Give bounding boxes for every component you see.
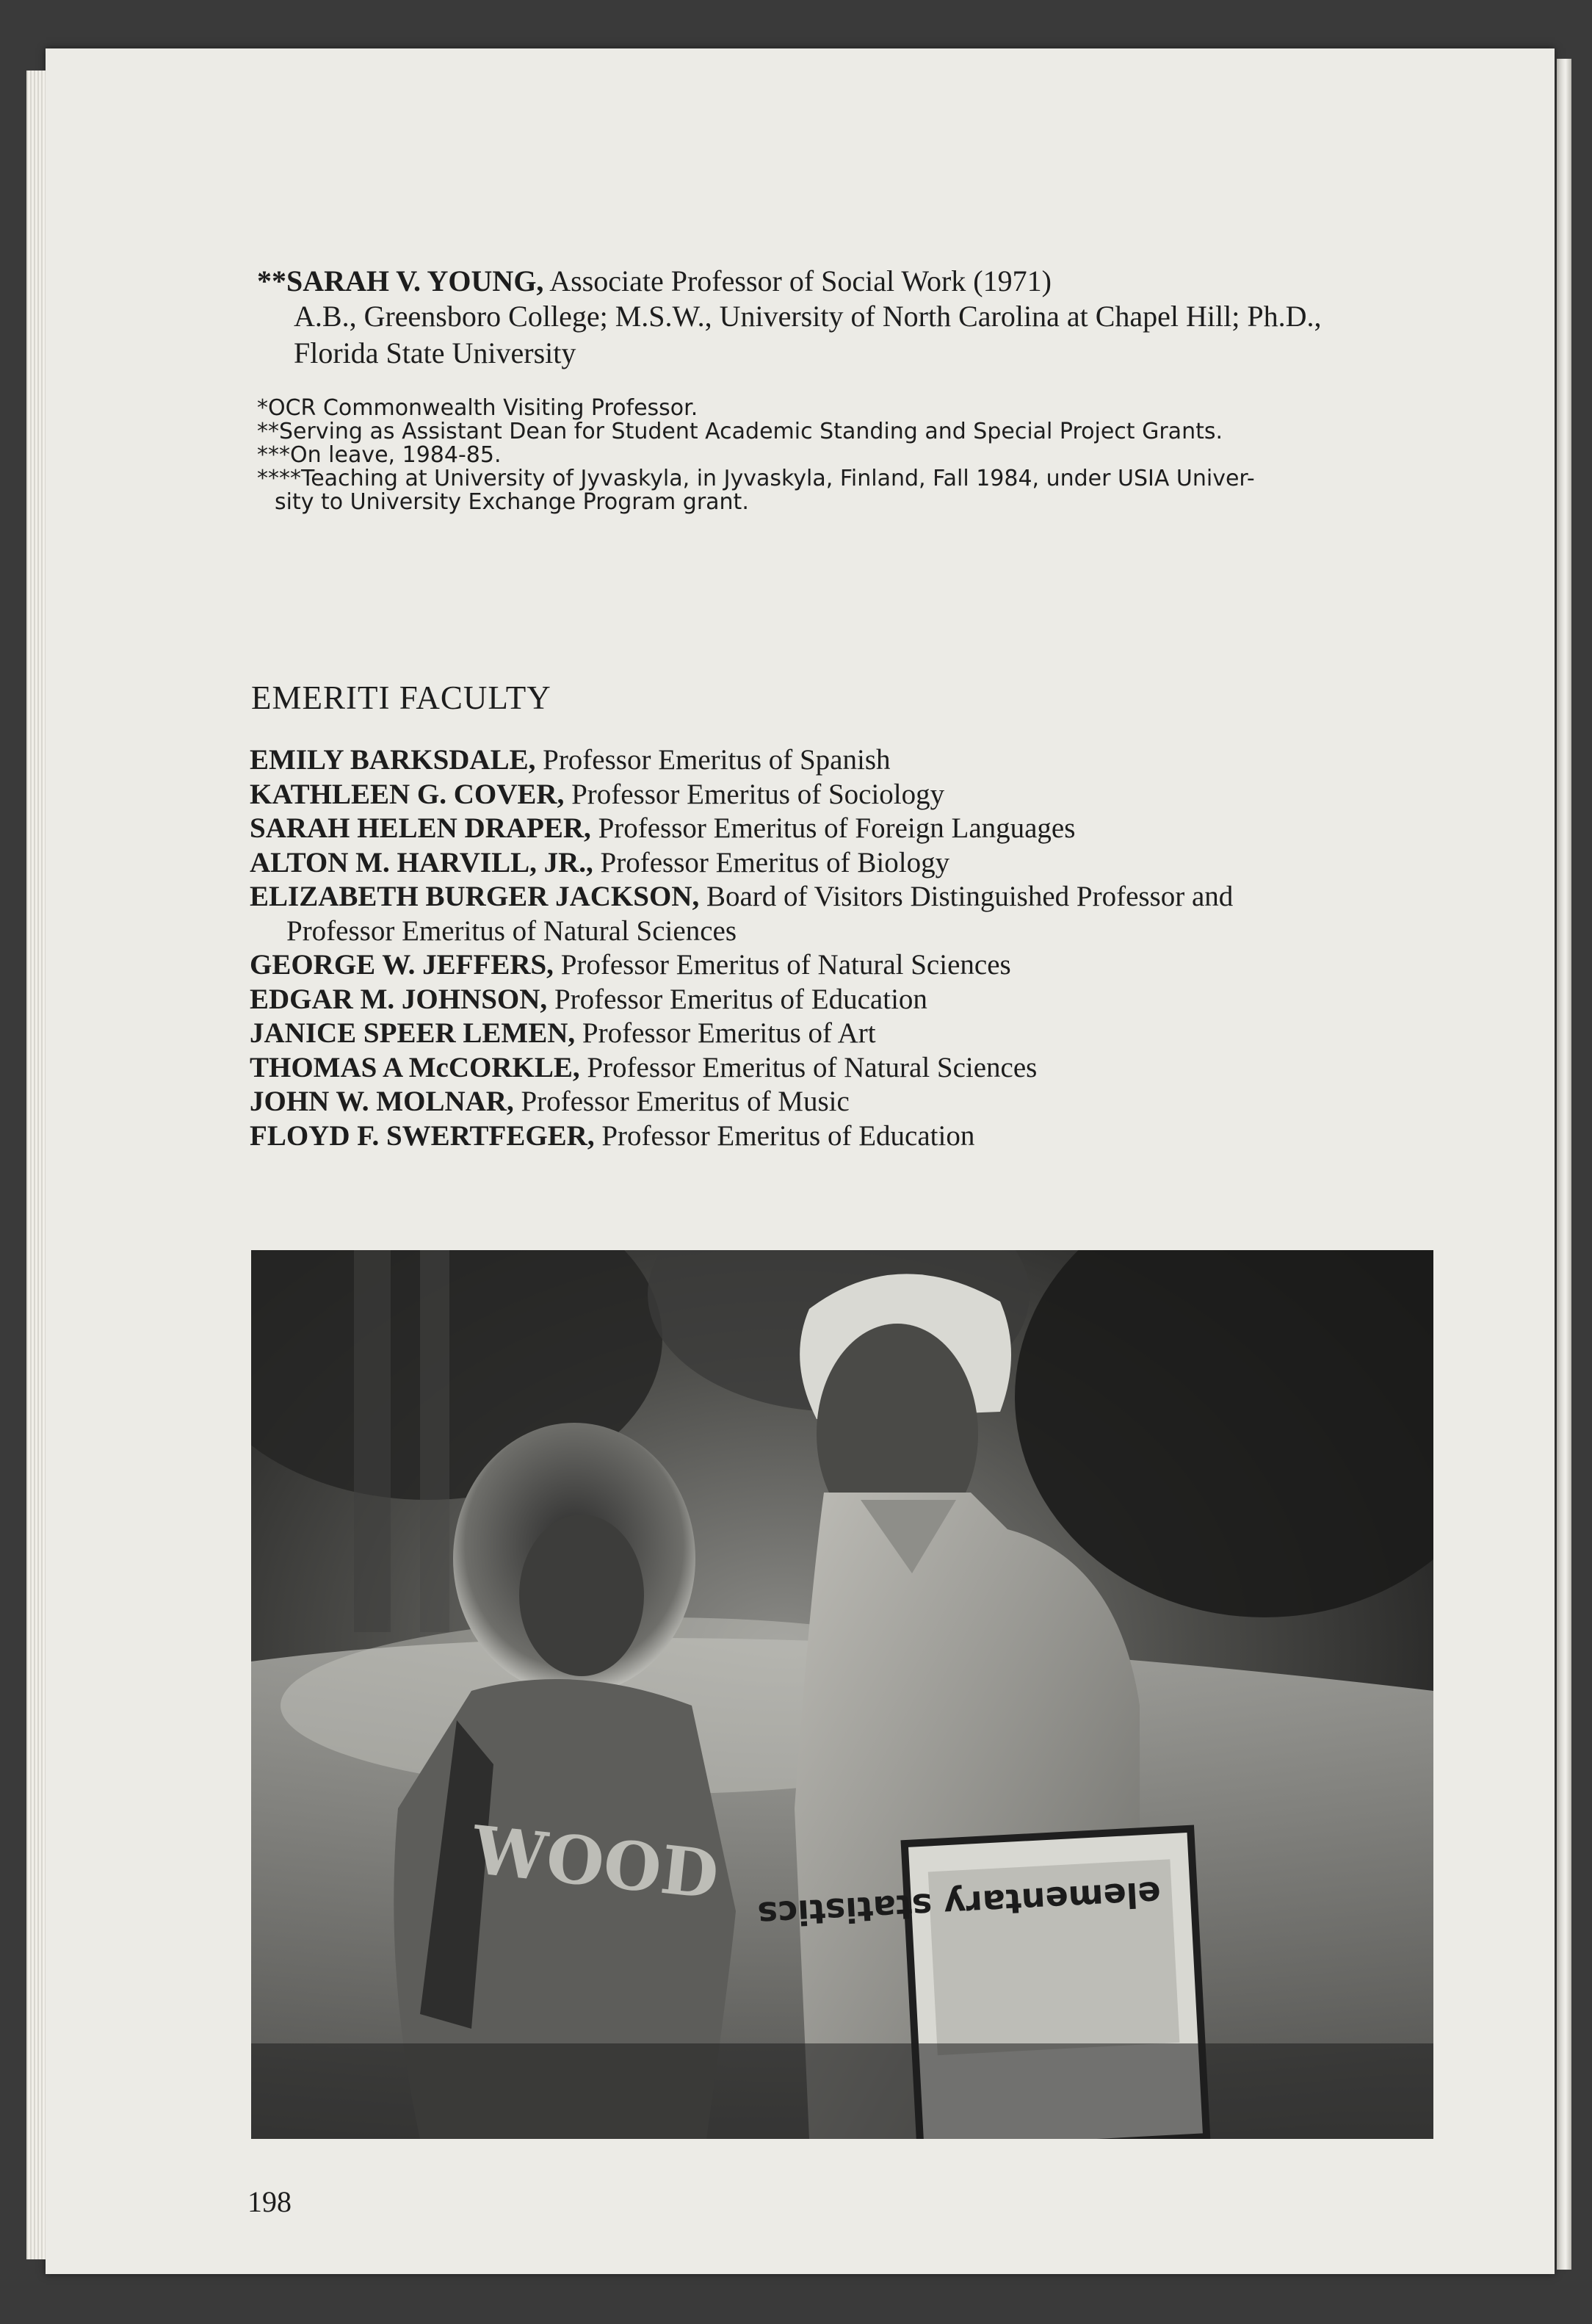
emeriti-title: Professor Emeritus of Natural Sciences — [579, 1051, 1038, 1083]
emeriti-title: Professor Emeritus of Biology — [593, 846, 950, 878]
emeriti-title: Board of Visitors Distinguished Professor and — [699, 881, 1234, 912]
footnote-continuation: sity to University Exchange Program grant. — [275, 489, 749, 515]
emeriti-item — [250, 1119, 1498, 1154]
footnote: ***On leave, 1984-85. — [257, 442, 502, 468]
faculty-entry — [257, 263, 1505, 300]
footnote: *OCR Commonwealth Visiting Professor. — [257, 395, 698, 421]
emeriti-item — [250, 948, 1498, 983]
emeriti-name: SARAH HELEN DRAPER, — [250, 812, 591, 844]
emeriti-title-continuation: Professor Emeritus of Natural Sciences — [286, 914, 737, 947]
emeriti-name: THOMAS A McCORKLE, — [250, 1051, 580, 1083]
page-number: 198 — [247, 2185, 292, 2218]
emeriti-name: FLOYD F. SWERTFEGER, — [250, 1119, 595, 1152]
emeriti-list — [250, 743, 1498, 1153]
emeriti-item — [250, 846, 1498, 881]
emeriti-title: Professor Emeritus of Education — [594, 1119, 975, 1152]
emeriti-item — [250, 778, 1498, 812]
emeriti-title: Professor Emeritus of Art — [575, 1017, 876, 1049]
footnotes — [257, 397, 1300, 514]
emeriti-title: Professor Emeritus of Spanish — [535, 744, 891, 776]
emeriti-title: Professor Emeritus of Natural Sciences — [553, 949, 1011, 981]
sweatshirt-lettering: WOOD — [468, 1811, 723, 1915]
emeriti-title: Professor Emeritus of Music — [513, 1086, 850, 1117]
students-photo-illustration — [251, 1250, 1433, 2139]
emeriti-item — [250, 1051, 1498, 1086]
book-cover-text: elementary statistics — [756, 1873, 1162, 1935]
footnote: **Serving as Assistant Dean for Student Academic Standing and Special Project Grants. — [257, 419, 1223, 444]
emeriti-name: ALTON M. HARVILL, JR., — [250, 846, 593, 878]
emeriti-item — [250, 1085, 1498, 1119]
emeriti-item — [250, 812, 1498, 846]
section-heading: EMERITI FACULTY — [251, 679, 551, 716]
emeriti-name: JOHN W. MOLNAR, — [250, 1086, 514, 1117]
faculty-title: Associate Professor of Social Work (1971) — [543, 264, 1052, 297]
emeriti-item — [250, 983, 1498, 1017]
emeriti-name: ELIZABETH BURGER JACKSON, — [250, 881, 700, 912]
faculty-degrees — [294, 298, 1498, 372]
faculty-name: **SARAH V. YOUNG, — [257, 264, 544, 297]
faculty-degrees-line: A.B., Greensboro College; M.S.W., University of North Carolina at Chapel Hill; Ph.D., — [294, 300, 1322, 333]
emeriti-title: Professor Emeritus of Education — [547, 983, 927, 1015]
emeriti-name: GEORGE W. JEFFERS, — [250, 949, 554, 981]
emeriti-title: Professor Emeritus of Sociology — [564, 778, 945, 810]
faculty-degrees-line: Florida State University — [294, 336, 576, 369]
footnote — [257, 467, 1300, 514]
emeriti-item — [250, 1017, 1498, 1051]
emeriti-name: JANICE SPEER LEMEN, — [250, 1017, 576, 1049]
emeriti-name: KATHLEEN G. COVER, — [250, 778, 565, 810]
students-photo — [251, 1250, 1433, 2139]
footnote-line: ****Teaching at University of Jyvaskyla, in Jyvaskyla, Finland, Fall 1984, under USIA Univer- — [257, 466, 1255, 491]
catalog-page — [46, 48, 1555, 2274]
emeriti-item — [250, 880, 1498, 948]
emeriti-item — [250, 743, 1498, 778]
emeriti-title: Professor Emeritus of Foreign Languages — [590, 812, 1076, 844]
emeriti-name: EDGAR M. JOHNSON, — [250, 983, 548, 1015]
emeriti-name: EMILY BARKSDALE, — [250, 744, 536, 776]
book-spine-edge — [1557, 59, 1571, 2270]
